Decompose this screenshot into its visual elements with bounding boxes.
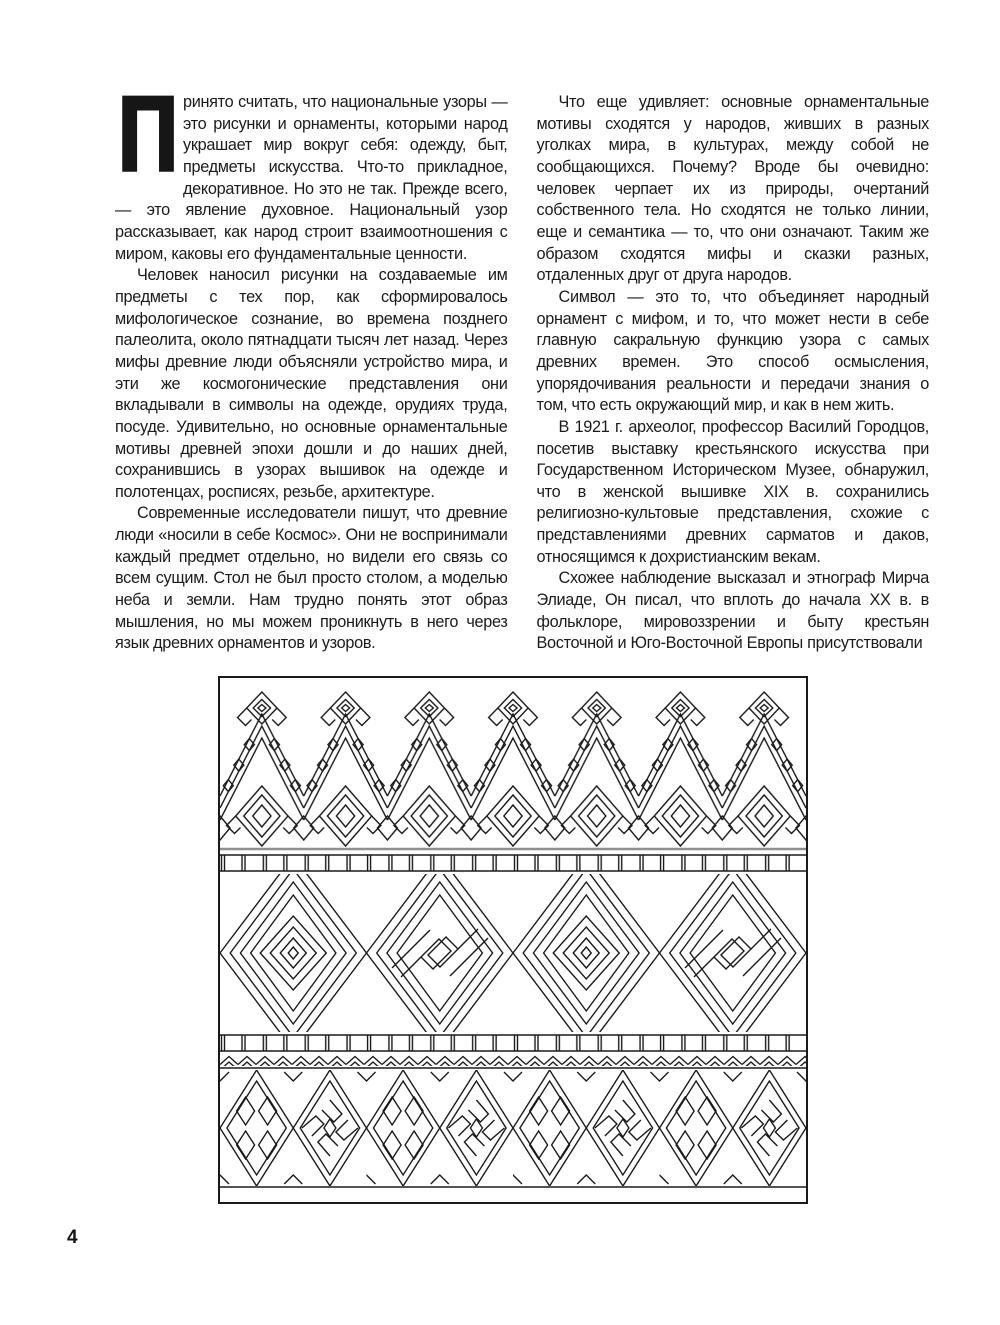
right-column	[537, 92, 930, 655]
paragraph: Современные исследователи пишут, что древние люди «носили в себе Космос». Они не воспринимали каждый предмет отдельно, но видели его связь со всем сущим. Стол не был просто столом, а моделью неба и земли. Нам трудно понять этот образ мышления, но мы можем проникнуть в него через язык древних орнаментов и узоров.	[115, 504, 508, 653]
paragraph	[115, 75, 508, 265]
left-column	[115, 75, 508, 655]
paragraph: Схожее наблюдение высказал и этнограф Мирча Элиаде, Он писал, что вплоть до начала XX в. в фольклоре, мировоззрении и быту крестьян Восточной и Юго-Восточной Европы присутствовали	[536, 569, 929, 653]
paragraph-text: ринято считать, что национальные узоры — это рисунки и орнаменты, которыми народ украшает мир вокруг себя: одежду, быт, предметы искусства. Что-то прикладное, декоративное. Но это не так. Прежде всего, — это явление духовное. Национальный узор рассказывает, как народ строит взаимоотношения с миром, каковы его фундаментальные ценности.	[115, 93, 508, 263]
paragraph: Что еще удивляет: основные орнаментальные мотивы сходятся у народов, живших в разных уголках мира, в культурах, между собой не сообщающихся. Почему? Вроде бы очевидно: человек черпает их из природы, очертаний собственного тела. Но сходятся не только линии, еще и семантика — то, что они означают. Таким же образом сходятся мифы и сказки разных, отдаленных друг от друга народов.	[536, 93, 929, 285]
ornament-figure	[218, 676, 808, 1204]
ornament-pattern-drawing	[220, 678, 806, 1202]
paragraph: В 1921 г. археолог, профессор Василий Городцов, посетив выставку крестьянского искусства при Государственном Историческом Музее, обнаружил, что в женской вышивке XIX в. сохранились религиозно-культовые представления, схожие с представлениями древних сарматов и даков, относящимся к дохристианским векам.	[536, 417, 929, 566]
paragraph: Символ — это то, что объединяет народный орнамент с мифом, и то, что может нести в себе главную сакральную функцию узора с самых древних времен. Это способ осмысления, упорядочивания реальности и передачи знания о том, что есть окружающий мир, и как в нем жить.	[536, 287, 929, 415]
paragraph: Человек наносил рисунки на создаваемые им предметы с тех пор, как сформировалось мифологическое сознание, во времена позднего палеолита, около пятнадцати тысяч лет назад. Через мифы древние люди объясняли устройство мира, и эти же космогонические представления они вкладывали в символы на одежде, орудиях труда, посуде. Удивительно, но основные орнаментальные мотивы древней эпохи дошли и до наших дней, сохранившись в узорах вышивок на одежде и полотенцах, росписях, резьбе, архитектуре.	[115, 266, 508, 501]
dropcap-letter: П	[115, 75, 181, 197]
text-columns	[115, 75, 929, 655]
page-number: 4	[67, 1227, 78, 1248]
